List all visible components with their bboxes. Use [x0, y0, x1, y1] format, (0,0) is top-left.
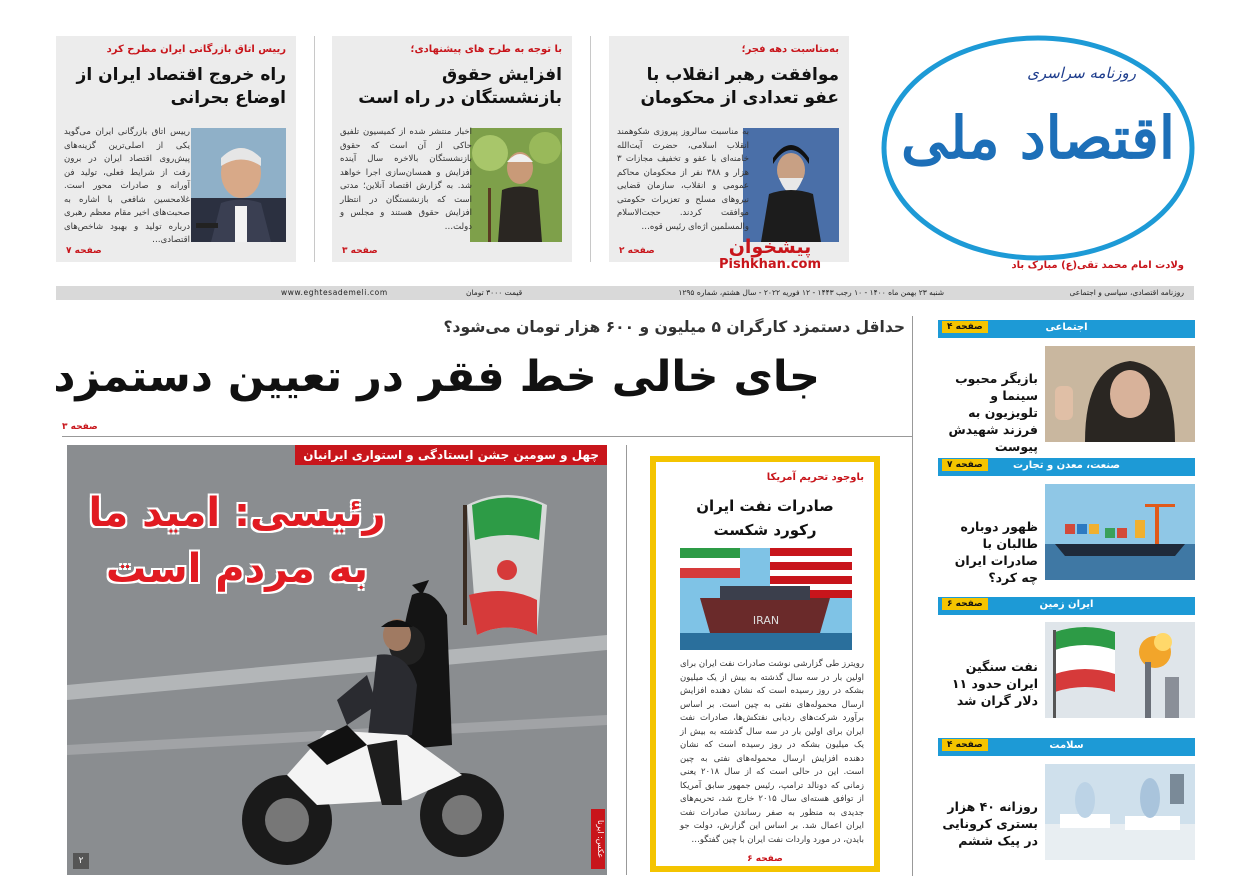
photo-credit: عکس: ایرنا [591, 809, 605, 869]
watermark-en: Pishkhan.com [718, 257, 822, 272]
lead-subhead: حداقل دستمزد کارگران ۵ میلیون و ۶۰۰ هزار تومان می‌شود؟ [443, 318, 905, 336]
oil-body: رویترز طی گزارشی نوشت صادرات نفت ایران برای اولین بار در سه سال گذشته به بیش از یک میلیون بشکه در روز رسیده است که نشان دهنده افزایش ارسال محموله‌های نفتی به چین است. بر اساس برآورد شرکت‌های ردیابی نفتکش‌ها، صادرات نفت ایران برای اولین بار در سه سال گذشته به بیش از یک میلیون بشکه در روز رسیده است که نشان دهنده افزایش ارسال محموله‌های نفتی به چین است. این در حالی است که از سال ۲۰۱۸ یعنی زمانی که دونالد ترامپ، رئیس جمهور سابق آمریکا از توافق هسته‌ای سال ۲۰۱۵ خارج شد، تحریم‌های جدیدی به منظور به صفر رساندن صادرات نفت ایران اعمال شد. بر اساس این گزارش، دولت جو بایدن، در مورد واردات نفت ایران با چین گفتگو… [680, 659, 864, 845]
sidebar-bar-social[interactable] [938, 320, 1195, 338]
sidebar-headline[interactable]: روزانه ۴۰ هزار بستری کرونایی در پیک ششم [942, 799, 1038, 848]
sidebar-photo-port [1045, 484, 1195, 580]
teaser-headline[interactable]: راه خروج اقتصاد ایران از اوضاع بحرانی [76, 65, 286, 108]
teaser-page[interactable]: صفحه ۲ [619, 246, 655, 256]
oil-photo-label: IRAN [752, 614, 780, 627]
photo-story-headline-line1: رئیسی: امید ما [88, 490, 386, 536]
sidebar-photo-oil-flag [1045, 622, 1195, 718]
lead-page[interactable]: صفحه ۳ [62, 422, 98, 432]
dateline-section: روزنامه اقتصادی، سیاسی و اجتماعی [1069, 288, 1184, 297]
photo-story-headline-line2: به مردم است [105, 546, 368, 592]
teaser-body: به مناسبت سالروز پیروزی شکوهمند انقلاب اسلامی، حضرت آیت‌الله خامنه‌ای با عفو و تخفیف مجازات ۳ هزار و ۳۸۸ نفر از محکومان محاکم عمومی و انقلاب، سازمان قضایی نیروهای مسلح و تعزیرات حکومتی موافقت کردند. حجت‌الاسلام والمسلمین اژه‌ای رئیس قوه… [617, 127, 749, 232]
watermark [700, 236, 840, 272]
oil-page[interactable]: صفحه ۶ [747, 854, 783, 864]
divider [314, 36, 315, 262]
watermark-fa: پیشخوان [728, 236, 812, 258]
sidebar-section-page[interactable]: صفحه ۷ [942, 459, 988, 471]
sidebar-section-page[interactable]: صفحه ۶ [942, 598, 988, 610]
sidebar-section-name: اجتماعی [1045, 322, 1088, 333]
sidebar-headline[interactable]: ظهور دوباره طالبان با صادرات ایران چه کرد؟ [954, 519, 1038, 585]
photo-page-num: ۲ [73, 853, 89, 869]
oil-headline[interactable] [656, 494, 874, 542]
divider [62, 436, 912, 437]
teaser-kicker: رییس اتاق بازرگانی ایران مطرح کرد [106, 44, 286, 55]
dateline-bar [56, 286, 1194, 300]
teaser-pardon[interactable] [609, 36, 849, 262]
divider [626, 445, 627, 875]
sidebar-photo-hospital [1045, 764, 1195, 860]
teaser-economy[interactable] [56, 36, 296, 262]
divider [912, 316, 913, 876]
teaser-photo [743, 128, 839, 242]
sidebar-section-page[interactable]: صفحه ۴ [942, 739, 988, 751]
teaser-headline[interactable]: موافقت رهبر انقلاب با عفو تعدادی از محکومان [640, 65, 839, 108]
photo-story[interactable] [67, 445, 607, 875]
sidebar-bar-health[interactable] [938, 738, 1195, 756]
teaser-page[interactable]: صفحه ۳ [342, 246, 378, 256]
teaser-headline[interactable]: افزایش حقوق بازنشستگان در راه است [358, 65, 562, 108]
teaser-kicker: با توجه به طرح های پیشنهادی؛ [410, 44, 562, 55]
photo-story-label: چهل و سومین جشن ایستادگی و استواری ایرانیان [295, 445, 607, 465]
teaser-kicker: به‌مناسبت دهه فجر؛ [741, 44, 839, 55]
dateline-website[interactable]: www.eghtesademeli.com [281, 288, 388, 297]
oil-exports-box[interactable] [650, 456, 880, 872]
sidebar-photo-actress [1045, 346, 1195, 442]
teaser-body: رییس اتاق بازرگانی ایران می‌گوید یکی از اصلی‌ترین گزینه‌های پیش‌روی اقتصاد ایران در برون رفت از شرایط فعلی، تولید فن آورانه و صادرات محور است. غلامحسین شافعی با اشاره به صحبت‌های اخیر مقام معظم رهبری درباره تولید و بهبود شاخص‌های اقتصادی… [64, 127, 190, 245]
photo-story-headline[interactable] [87, 485, 387, 597]
sidebar-headline[interactable]: نفت سنگین ایران حدود ۱۱ دلار گران شد [951, 659, 1038, 708]
sidebar-headline[interactable]: بازیگر محبوب سینما و تلویزیون به فرزند شهیدش پیوست [948, 371, 1038, 454]
teaser-photo [470, 128, 562, 242]
sidebar-section-name: ایران زمین [1039, 599, 1094, 610]
oil-headline-line2: رکورد شکست [713, 521, 817, 539]
teaser-body: اخبار منتشر شده از کمیسیون تلفیق حاکی از آن است که حقوق بازنشستگان بالاخره سال آینده افزایش و همسان‌سازی اجرا خواهد شد. به گزارش اقتصاد آنلاین؛ مدتی است که بازنشستگان در انتظار افزایش حقوق هستند و مجلس و دولت… [340, 127, 472, 232]
dateline-price: قیمت ۳۰۰۰ تومان [466, 288, 523, 297]
masthead[interactable] [880, 34, 1196, 271]
oil-photo [680, 548, 852, 650]
oil-kicker: باوجود تحریم آمریکا [766, 472, 864, 483]
sidebar-bar-industry[interactable] [938, 458, 1195, 476]
teaser-photo [191, 128, 286, 242]
sidebar-bar-iran-zamin[interactable] [938, 597, 1195, 615]
sidebar-section-page[interactable]: صفحه ۴ [942, 321, 988, 333]
teaser-page[interactable]: صفحه ۷ [66, 246, 102, 256]
sidebar-section-name: سلامت [1049, 740, 1084, 751]
divider [590, 36, 591, 262]
masthead-logo[interactable]: اقتصاد ملی [901, 104, 1175, 172]
masthead-tagline: ولادت امام محمد تقی(ع) مبارک باد [1011, 260, 1184, 271]
masthead-small-title: روزنامه سراسری [1027, 64, 1136, 82]
teaser-pensions[interactable] [332, 36, 572, 262]
dateline-date: شنبه ۲۳ بهمن ماه ۱۴۰۰ - ۱۰ رجب ۱۴۴۳ - ۱۲ فوریه ۲۰۲۲ - سال هشتم، شماره ۱۲۹۵ [678, 288, 944, 297]
oil-headline-line1: صادرات نفت ایران [696, 497, 834, 515]
lead-headline[interactable]: جای خالی خط فقر در تعیین دستمزد [53, 352, 820, 402]
sidebar-section-name: صنعت، معدن و تجارت [1012, 460, 1121, 471]
